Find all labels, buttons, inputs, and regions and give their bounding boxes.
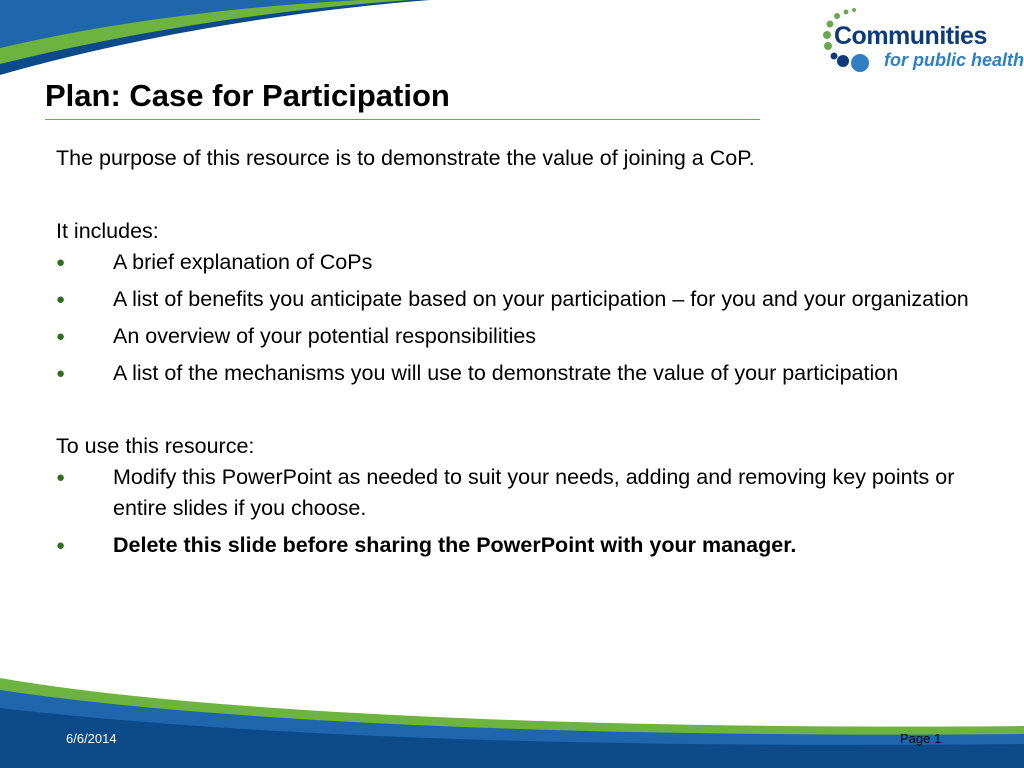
list-item: ● A list of benefits you anticipate based on your participation – for you and your organization bbox=[56, 284, 986, 315]
logo-tagline: for public health bbox=[884, 50, 1024, 70]
top-swoosh-decoration bbox=[0, 0, 430, 80]
footer-date: 6/6/2014 bbox=[66, 731, 117, 746]
use-heading: To use this resource: bbox=[56, 434, 255, 458]
slide-title: Plan: Case for Participation bbox=[45, 78, 450, 113]
includes-heading: It includes: bbox=[56, 219, 159, 243]
use-list bbox=[56, 462, 986, 561]
list-item: ● An overview of your potential responsibilities bbox=[56, 321, 986, 352]
bullet-icon: ● bbox=[56, 537, 66, 554]
footer-page-number: Page 1 bbox=[900, 731, 942, 746]
bullet-icon: ● bbox=[56, 254, 66, 271]
bottom-swoosh-decoration bbox=[0, 668, 1024, 768]
bullet-icon: ● bbox=[56, 365, 66, 382]
list-item: ● Modify this PowerPoint as needed to suit your needs, adding and removing key points or entire slides if you choose. bbox=[56, 462, 986, 524]
bullet-icon: ● bbox=[56, 469, 66, 486]
list-item: ● Delete this slide before sharing the PowerPoint with your manager. bbox=[56, 530, 986, 561]
intro-text: The purpose of this resource is to demonstrate the value of joining a CoP. bbox=[56, 146, 755, 170]
communities-for-public-health-logo bbox=[818, 4, 1024, 76]
logo-wordmark: Communities bbox=[834, 22, 987, 50]
bullet-icon: ● bbox=[56, 328, 66, 345]
includes-list bbox=[56, 247, 986, 389]
list-item: ● A list of the mechanisms you will use to demonstrate the value of your participation bbox=[56, 358, 986, 389]
title-underline bbox=[45, 119, 760, 120]
bullet-icon: ● bbox=[56, 291, 66, 308]
list-item: ● A brief explanation of CoPs bbox=[56, 247, 986, 278]
slide-body bbox=[56, 143, 986, 567]
